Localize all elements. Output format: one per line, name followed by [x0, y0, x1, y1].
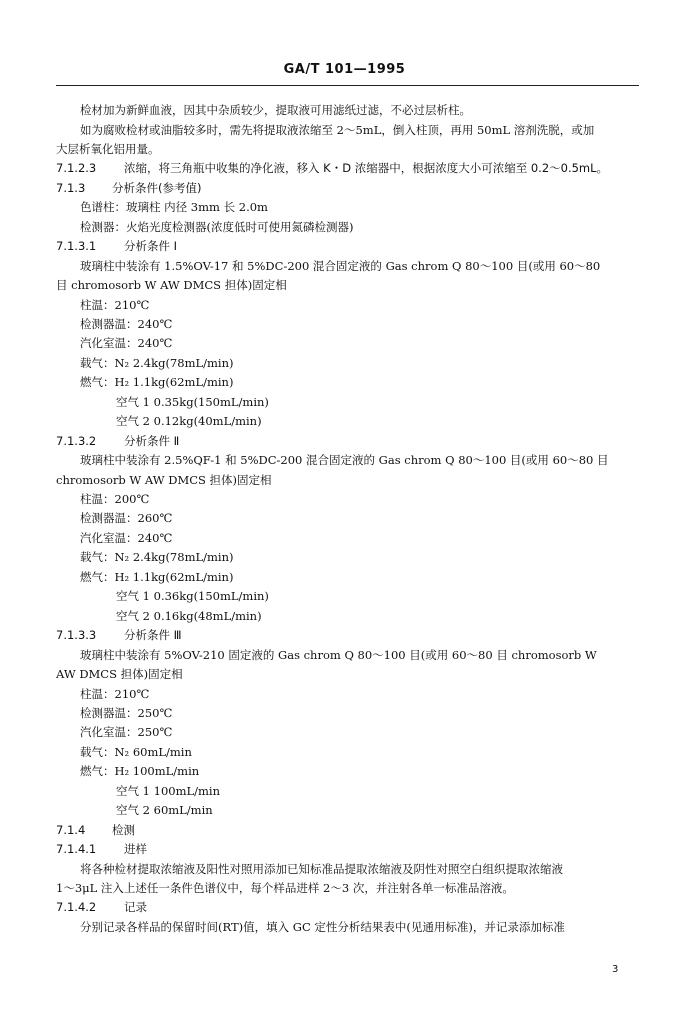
text-line: 汽化室温：240℃ [80, 336, 173, 351]
page-number: 3 [612, 964, 619, 975]
text-line: 目 chromosorb W AW DMCS 担体)固定相 [56, 278, 287, 292]
section-heading [56, 899, 636, 915]
section-title: 浓缩，将三角瓶中收集的净化液，移入 K・D 浓缩器中，根据浓度大小可浓缩至 0.2～0.5mL。 [124, 161, 609, 176]
text-line: 载气：N₂ 60mL/min [80, 744, 192, 759]
text-line: 空气 2 0.16kg(48mL/min) [116, 608, 262, 623]
text-line: 柱温：210℃ [80, 297, 150, 312]
text-line: 燃气：H₂ 100mL/min [80, 764, 200, 779]
section-title: 记录 [124, 900, 147, 915]
section-heading [56, 433, 636, 449]
text-line: 汽化室温：240℃ [80, 530, 173, 545]
text-line: 空气 2 0.12kg(40mL/min) [116, 414, 262, 429]
section-number: 7.1.2.3 [56, 161, 97, 176]
text-line: 柱温：210℃ [80, 686, 150, 701]
text-line: 检测器温：260℃ [80, 511, 173, 526]
text-line: 大层析氧化铝用量。 [56, 141, 160, 156]
section-title: 进样 [124, 842, 147, 857]
text-line: 玻璃柱中装涂有 2.5%QF-1 和 5%DC-200 混合固定液的 Gas chrom Q 80～100 目(或用 60～80 目 [80, 453, 609, 468]
section-heading [56, 238, 636, 254]
text-line: 载气：N₂ 2.4kg(78mL/min) [80, 550, 234, 565]
text-line: 分别记录各样品的保留时间(RT)值，填入 GC 定性分析结果表中(见通用标准)，并记录添加标准 [80, 919, 565, 934]
text-line: 将各种检材提取浓缩液及阳性对照用添加已知标准品提取浓缩液及阴性对照空白组织提取浓缩液 [80, 861, 563, 876]
section-title: 分析条件(参考值) [112, 180, 202, 195]
text-line: 空气 1 100mL/min [116, 783, 220, 798]
text-line: 空气 2 60mL/min [116, 803, 213, 818]
text-line: 检测器温：240℃ [80, 316, 173, 331]
header-rule [56, 85, 639, 86]
section-heading [56, 180, 636, 196]
text-line: 汽化室温：250℃ [80, 725, 173, 740]
section-number: 7.1.4.1 [56, 842, 97, 857]
text-line: 燃气：H₂ 1.1kg(62mL/min) [80, 375, 234, 390]
section-number: 7.1.3.2 [56, 433, 97, 448]
section-title: 分析条件 Ⅲ [124, 628, 182, 643]
section-heading [56, 822, 636, 838]
text-line: 色谱柱：玻璃柱 内径 3mm 长 2.0m [80, 200, 268, 215]
section-heading [56, 841, 636, 857]
section-heading [56, 160, 636, 176]
text-line: 燃气：H₂ 1.1kg(62mL/min) [80, 569, 234, 584]
text-line: 空气 1 0.36kg(150mL/min) [116, 589, 269, 604]
section-title: 分析条件 I [124, 239, 178, 254]
text-line: chromosorb W AW DMCS 担体)固定相 [56, 472, 272, 487]
standard-code-header: GA/T 101—1995 [283, 62, 406, 77]
section-number: 7.1.3.1 [56, 239, 97, 254]
section-number: 7.1.3 [56, 180, 86, 195]
text-line: 如为腐败检材或油脂较多时，需先将提取液浓缩至 2～5mL，倒入柱顶，再用 50mL 溶剂洗脱，或加 [80, 122, 595, 137]
section-number: 7.1.3.3 [56, 628, 97, 643]
text-line: 空气 1 0.35kg(150mL/min) [116, 394, 269, 409]
text-line: 载气：N₂ 2.4kg(78mL/min) [80, 355, 234, 370]
section-number: 7.1.4 [56, 822, 86, 837]
text-line: 玻璃柱中装涂有 5%OV-210 固定液的 Gas chrom Q 80～100 目(或用 60～80 目 chromosorb W [80, 647, 597, 662]
section-heading [56, 627, 636, 643]
text-line: AW DMCS 担体)固定相 [56, 667, 183, 681]
text-line: 检测器温：250℃ [80, 705, 173, 720]
section-title: 检测 [112, 822, 135, 837]
text-line: 1～3μL 注入上述任一条件色谱仪中，每个样品进样 2～3 次，并注射各单一标准品溶液。 [56, 881, 514, 895]
text-line: 检材加为新鲜血液，因其中杂质较少，提取液可用滤纸过滤，不必过层析柱。 [80, 103, 471, 117]
section-number: 7.1.4.2 [56, 900, 97, 915]
text-line: 玻璃柱中装涂有 1.5%OV-17 和 5%DC-200 混合固定液的 Gas chrom Q 80～100 目(或用 60～80 [80, 258, 601, 273]
text-line: 检测器：火焰光度检测器(浓度低时可使用氮磷检测器) [80, 219, 354, 234]
text-line: 柱温：200℃ [80, 492, 150, 506]
section-title: 分析条件 Ⅱ [124, 433, 180, 448]
